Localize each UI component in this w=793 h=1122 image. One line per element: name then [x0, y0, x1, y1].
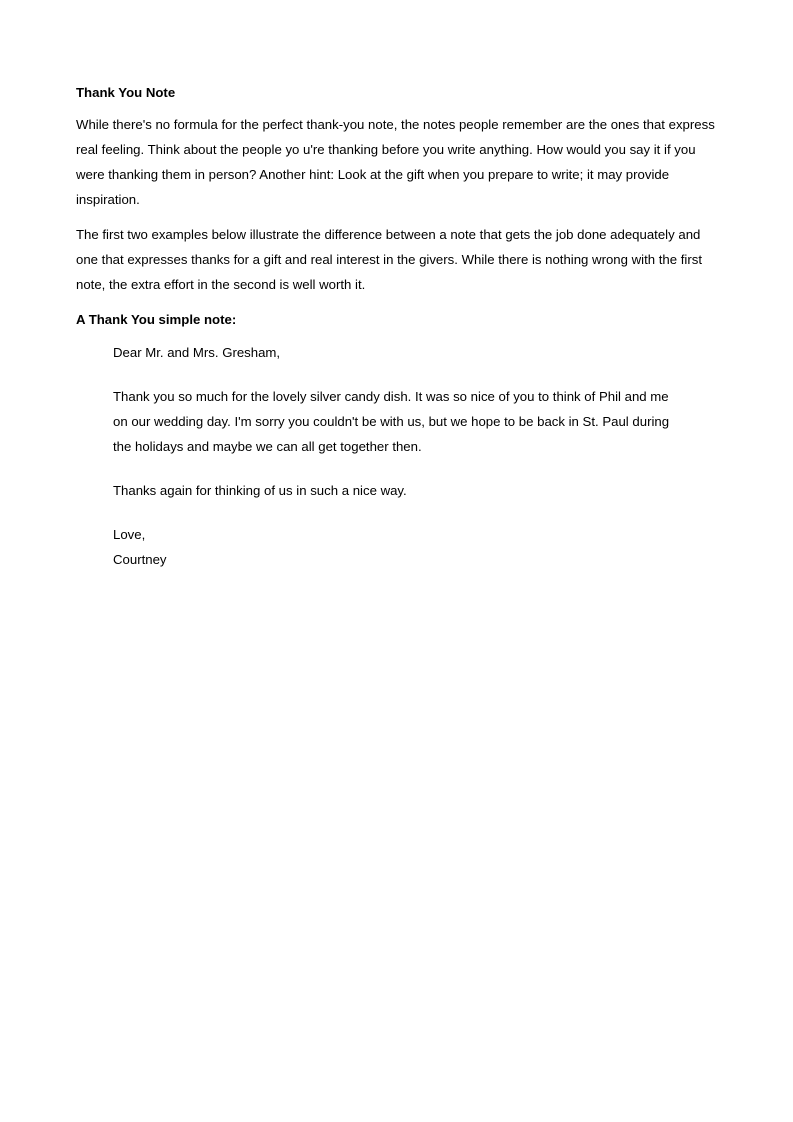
intro-paragraph-1: While there's no formula for the perfect thank-you note, the notes people remember are the ones that express real feeling. Think about the people yo u're thanking before you write anything. How would you say it if you were thanking them in person? Another hint: Look at the gift when you prepare to write; it may provide inspiration. [76, 117, 715, 207]
letter-salutation: Dear Mr. and Mrs. Gresham, [113, 345, 281, 360]
letter-signoff: Love, [113, 527, 146, 542]
document-content [76, 80, 716, 572]
section-heading: A Thank You simple note: [76, 312, 237, 327]
document-title: Thank You Note [76, 85, 176, 100]
letter-closing-line: Thanks again for thinking of us in such a nice way. [113, 483, 407, 498]
letter-body: Thank you so much for the lovely silver candy dish. It was so nice of you to think of Phil and me on our wedding day. I'm sorry you couldn't be with us, but we hope to be back in St. Paul during the holidays and maybe we can all get together then. [113, 389, 670, 454]
intro-paragraph-2: The first two examples below illustrate the difference between a note that gets the job done adequately and one that expresses thanks for a gift and real interest in the givers. While there is nothing wrong with the first note, the extra effort in the second is well worth it. [76, 227, 702, 292]
sample-letter [113, 340, 683, 572]
letter-signature: Courtney [113, 552, 167, 567]
